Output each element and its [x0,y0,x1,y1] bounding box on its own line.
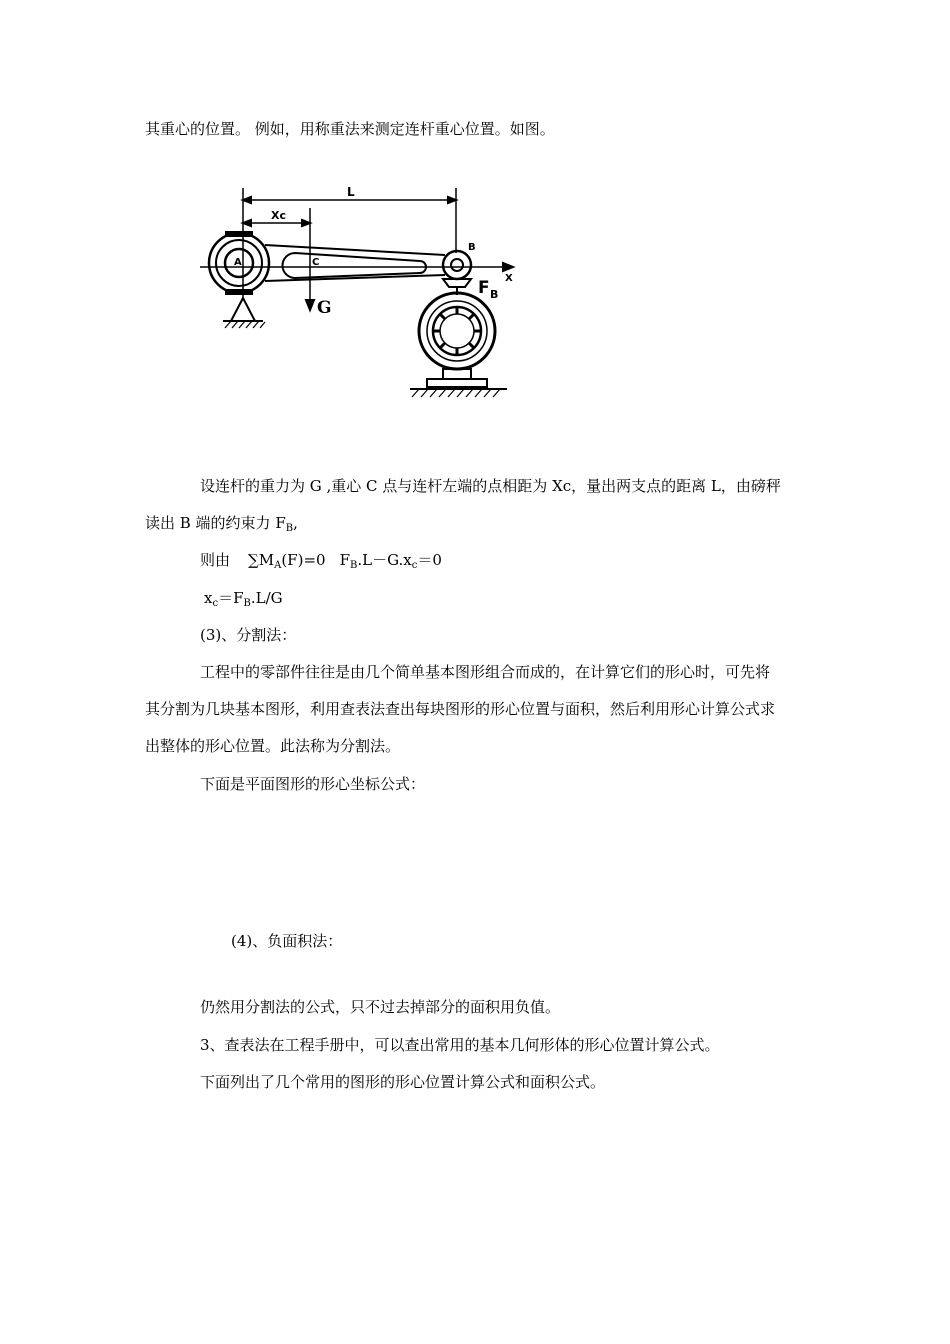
para-2-line-2: 其分割为几块基本图形，利用查表法查出每块图形的形心位置与面积，然后利用形心计算公式求 [145,700,776,718]
section-3-heading: (3)、分割法： [200,626,297,644]
para-5: 3、查表法在工程手册中，可以查出常用的基本几何形体的形心位置计算公式。 [200,1036,720,1054]
para-1-line-2: 读出 B 端的约束力 $F_B$, [145,514,298,534]
label-A: A [234,257,242,268]
label-X: X [505,273,513,284]
para-6: 下面列出了几个常用的图形的形心位置计算公式和面积公式。 [200,1073,606,1091]
para-2-line-1: 工程中的零部件往往是由几个简单基本图形组合而成的，在计算它们的形心时，可先将 [200,663,771,681]
label-B: B [468,242,476,253]
label-G: G [317,298,332,318]
label-L: L [347,185,355,199]
equation-moment: 则由 $\sum M_A(F)=0$ $F_B.L-G.x_c=0$ [200,551,442,571]
label-FB-sub: B [490,288,499,301]
section-4-heading: (4)、负面积法： [231,932,343,950]
para-3: 下面是平面图形的形心坐标公式： [200,775,426,793]
label-C: C [312,257,320,268]
label-Xc: Xc [271,209,287,222]
para-1-line-1: 设连杆的重力为 G ,重心 C 点与连杆左端的点相距为 Xc，量出两支点的距离 L，由磅秤 [200,477,781,495]
equation-xc: $x_c=F_B.L/G$ [204,589,283,609]
para-2-line-3: 出整体的形心位置。此法称为分割法。 [145,737,401,755]
text-line-1: 其重心的位置。 例如，用称重法来测定连杆重心位置。如图。 [145,120,555,138]
para-4: 仍然用分割法的公式，只不过去掉部分的面积用负值。 [200,998,561,1016]
label-F: F [478,278,490,298]
connecting-rod-diagram [195,183,535,413]
